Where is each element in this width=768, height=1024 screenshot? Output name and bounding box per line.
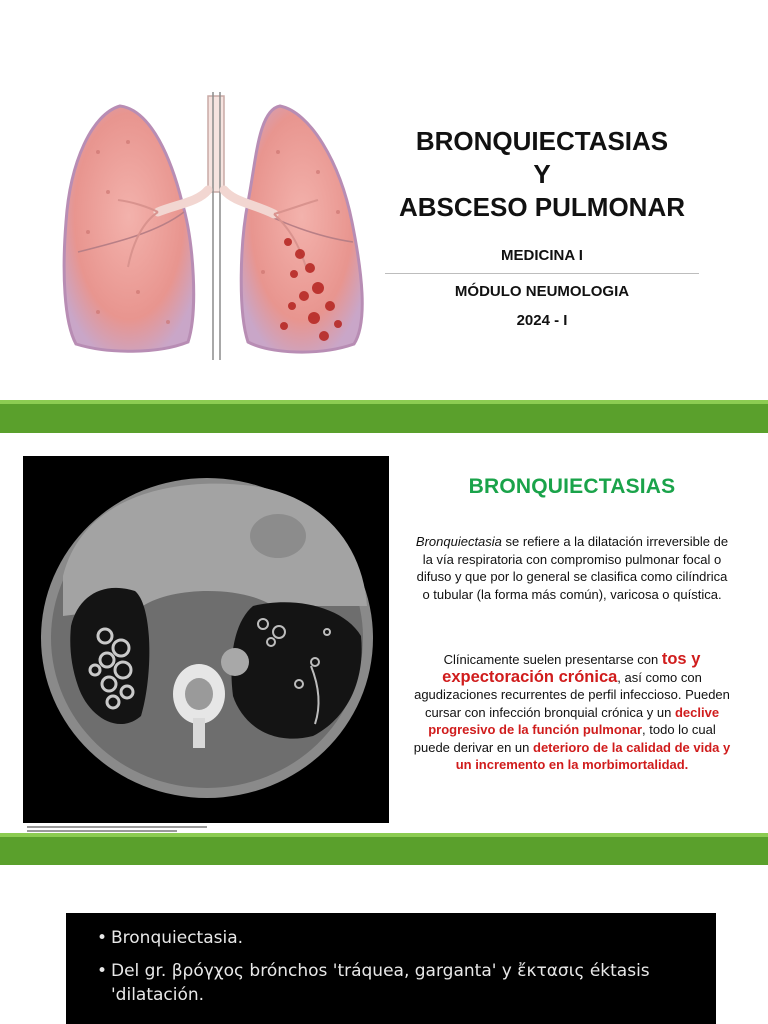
bullet-item: [97, 926, 243, 950]
bullet-item: [97, 959, 650, 983]
course-name: MEDICINA I: [501, 247, 583, 264]
module-name: MÓDULO NEUMOLOGIA: [454, 283, 630, 300]
bullet-text: Del gr. βρόγχος brónchos 'tráquea, garganta' y ἔκτασις éktasis: [111, 961, 650, 981]
clinical-intro: Clínicamente suelen presentarse con: [443, 652, 662, 667]
outcome-highlight: deterioro de la calidad de vida y un incremento en la morbimortalidad.: [455, 739, 731, 772]
academic-period: 2024 - I: [516, 312, 568, 329]
title-line: Y: [533, 159, 551, 189]
etymology-slide: [0, 865, 768, 1024]
ct-scan-graphic: [23, 456, 389, 823]
title-line: BRONQUIECTASIAS: [415, 126, 669, 156]
defined-term: Bronquiectasia: [415, 534, 502, 549]
lungs-illustration-icon: [48, 92, 388, 360]
section-title: BRONQUIECTASIAS: [468, 475, 676, 498]
definition-text: se refiere a la dilatación irreversible de la vía respiratoria con compromiso pulmonar focal o difuso y que por lo general se clasifica como cilíndrica o tubular (la forma más común), varicosa o quística.: [416, 534, 729, 602]
bullet-icon: •: [97, 928, 108, 948]
course-info: [385, 247, 699, 329]
lung-function-highlight: declive progresivo de la función pulmonar: [428, 704, 720, 737]
definition-paragraph: [412, 533, 732, 603]
title-slide: [0, 0, 768, 400]
etymology-box: [66, 913, 716, 1024]
content-slide: [0, 433, 768, 833]
title-line: ABSCESO PULMONAR: [398, 192, 685, 222]
divider: [385, 273, 699, 274]
slide-separator: [0, 833, 768, 865]
ct-scan-image-icon: [23, 456, 389, 833]
clinical-text-2: , todo lo cual puede derivar en un: [413, 722, 716, 755]
key-symptom-highlight: tos y expectoración crónica: [442, 650, 701, 686]
bullet-text: Bronquiectasia.: [111, 928, 244, 948]
bullet-icon: •: [97, 961, 108, 981]
presentation-title: [385, 125, 699, 224]
clinical-text: , así como con agudizaciones recurrentes de perfil infeccioso. Pueden cursar con infección bronquial crónica y un: [414, 669, 730, 720]
image-credit: [23, 823, 389, 833]
clinical-paragraph: [412, 651, 732, 774]
bullet-continuation: 'dilatación.: [111, 985, 205, 1005]
slide-separator: [0, 400, 768, 433]
